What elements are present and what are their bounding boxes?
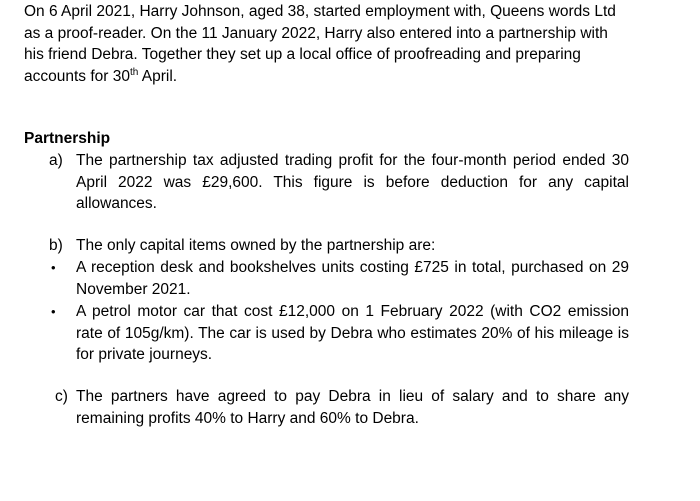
list-item-a — [49, 150, 629, 215]
bullet-item-desk-text: A reception desk and bookshelves units costing £725 in total, purchased on 29 November 2021. — [76, 259, 629, 298]
list-item-b — [49, 235, 629, 257]
bullet-icon: • — [51, 260, 56, 275]
bullet-item-car — [51, 301, 629, 366]
list-marker-c: c) — [55, 388, 68, 405]
list-item-c — [55, 386, 629, 429]
intro-text-end: April. — [138, 67, 178, 85]
list-item-a-text: The partnership tax adjusted trading profit for the four-month period ended 30 April 2022 was £29,600. This figure is before deduction for any capital allowances. — [76, 152, 629, 212]
list-marker-a: a) — [49, 152, 63, 169]
section-heading: Partnership — [24, 130, 111, 147]
intro-text: On 6 April 2021, Harry Johnson, aged 38, started employment with, Queens words Ltd as a proof-reader. On the 11 January 2022, Harry also entered into a partnership with his friend Debra. Together they set up a local office of proofreading and preparing accounts for 30 — [24, 3, 616, 85]
list-item-c-text: The partners have agreed to pay Debra in lieu of salary and to share any remaining profits 40% to Harry and 60% to Debra. — [76, 388, 629, 427]
bullet-item-car-text: A petrol motor car that cost £12,000 on 1 February 2022 (with CO2 emission rate of 105g/km). The car is used by Debra who estimates 20% of his mileage is for private journeys. — [76, 303, 629, 363]
bullet-icon: • — [51, 304, 56, 319]
intro-paragraph — [24, 1, 630, 87]
bullet-item-desk — [51, 257, 629, 300]
list-item-b-text: The only capital items owned by the partnership are: — [76, 237, 436, 254]
list-marker-b: b) — [49, 237, 63, 254]
ordinal-suffix: th — [129, 66, 139, 78]
